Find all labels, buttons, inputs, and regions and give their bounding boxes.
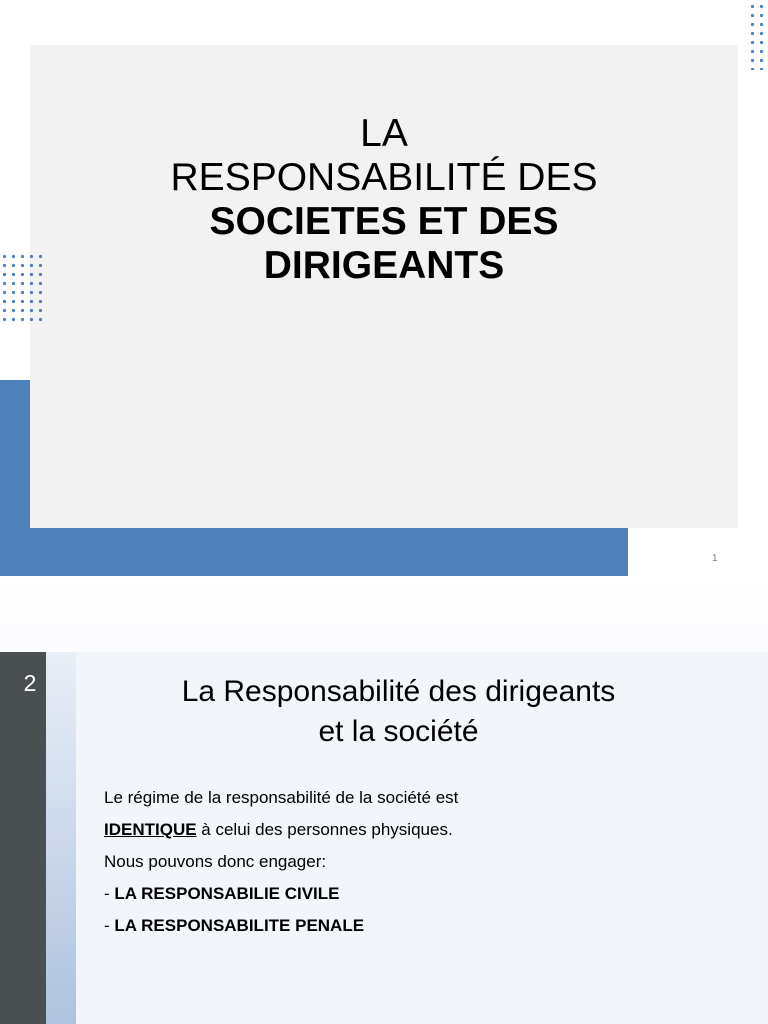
title-line-4: DIRIGEANTS	[263, 244, 505, 287]
slide-number-bar	[0, 652, 46, 1024]
title-line-1: LA	[360, 112, 408, 155]
body-line-2-rest: à celui des personnes physiques.	[196, 820, 453, 839]
bullet-dash: -	[104, 884, 115, 903]
body-line-3: Nous pouvons donc engager:	[104, 852, 327, 871]
page-number: 1	[712, 553, 718, 564]
slide-2-body	[104, 782, 458, 942]
dot-pattern-top-right	[748, 2, 768, 70]
slide-2-title	[76, 672, 721, 752]
bullet-penale-text: LA RESPONSABILITE PENALE	[114, 916, 365, 935]
left-gradient-accent	[46, 652, 76, 1024]
emphasis-identique: IDENTIQUE	[104, 820, 197, 839]
slide-1-title	[30, 112, 738, 288]
bullet-civile	[104, 878, 458, 910]
body-line-2	[104, 814, 458, 846]
title-line-1: La Responsabilité des dirigeants	[181, 675, 616, 708]
body-line-1: Le régime de la responsabilité de la société est	[104, 788, 459, 807]
bullet-penale	[104, 910, 458, 942]
title-line-3: SOCIETES ET DES	[209, 200, 559, 243]
title-line-2: et la société	[318, 715, 479, 748]
slide-number: 2	[23, 670, 37, 696]
bullet-civile-text: LA RESPONSABILIE CIVILE	[114, 884, 340, 903]
title-line-2: RESPONSABILITÉ DES	[170, 156, 598, 199]
slide-2	[0, 576, 768, 1024]
bullet-dash: -	[104, 916, 115, 935]
